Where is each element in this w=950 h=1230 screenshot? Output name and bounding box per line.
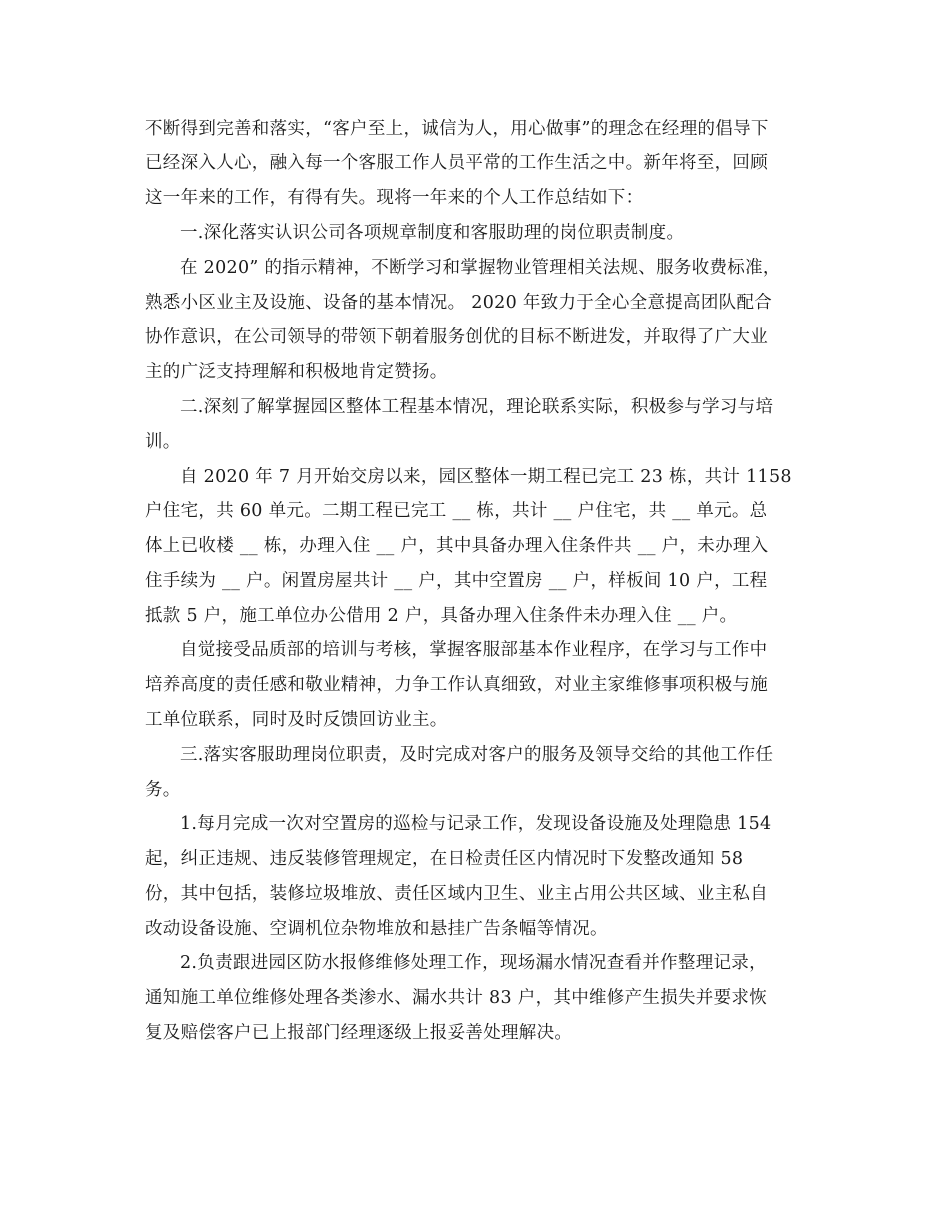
- paragraph-line: 这一年来的工作，有得有失。现将一年来的个人工作总结如下：: [145, 188, 644, 208]
- section-heading-continued: 训。: [145, 432, 181, 452]
- paragraph-line: 自 2020 年 7 月开始交房以来，园区整体一期工程已完工 23 栋，共计 1158: [180, 467, 792, 487]
- list-item-line: 份，其中包括，装修垃圾堆放、责任区域内卫生、业主占用公共区域、业主私自: [145, 884, 768, 904]
- section-heading: 二.深刻了解掌握园区整体工程基本情况，理论联系实际，积极参与学习与培: [180, 397, 774, 417]
- list-item-line: 通知施工单位维修处理各类渗水、漏水共计 83 户，其中维修产生损失并要求恢: [145, 988, 767, 1008]
- section-heading: 三.落实客服助理岗位职责，及时完成对客户的服务及领导交给的其他工作任: [180, 745, 774, 765]
- paragraph-line: 自觉接受品质部的培训与考核，掌握客服部基本作业程序，在学习与工作中: [180, 640, 768, 660]
- paragraph-line: 在 2020” 的指示精神，不断学习和掌握物业管理相关法规、服务收费标准，: [180, 258, 781, 278]
- list-item-line: 2.负责跟进园区防水报修维修处理工作，现场漏水情况查看并作整理记录，: [180, 953, 767, 973]
- paragraph-line: 户住宅，共 60 单元。二期工程已完工 __ 栋，共计 __ 户住宅，共 __ 单元。总: [145, 501, 768, 521]
- paragraph-line: 主的广泛支持理解和积极地肯定赞扬。: [145, 362, 448, 382]
- list-item-line: 起，纠正违规、违反装修管理规定，在日检责任区内情况时下发整改通知 58: [145, 849, 744, 869]
- section-heading-continued: 务。: [145, 780, 181, 800]
- paragraph-line: 不断得到完善和落实，“客户至上，诚信为人，用心做事”的理念在经理的倡导下: [145, 119, 769, 139]
- section-heading: 一.深化落实认识公司各项规章制度和客服助理的岗位职责制度。: [180, 223, 685, 243]
- paragraph-line: 抵款 5 户，施工单位办公借用 2 户，具备办理入住条件未办理入住 __ 户。: [145, 606, 738, 626]
- paragraph-line: 工单位联系，同时及时反馈回访业主。: [145, 710, 448, 730]
- paragraph-line: 协作意识，在公司领导的带领下朝着服务创优的目标不断进发，并取得了广大业: [145, 327, 768, 347]
- paragraph-line: 住手续为 __ 户。闲置房屋共计 __ 户，其中空置房 __ 户，样板间 10 户，工程: [145, 571, 768, 591]
- paragraph-line: 已经深入人心，融入每一个客服工作人员平常的工作生活之中。新年将至，回顾: [145, 153, 768, 173]
- list-item-line: 改动设备设施、空调机位杂物堆放和悬挂广告条幅等情况。: [145, 919, 608, 939]
- paragraph-line: 培养高度的责任感和敬业精神，力争工作认真细致，对业主家维修事项积极与施: [145, 675, 768, 695]
- paragraph-line: 熟悉小区业主及设施、设备的基本情况。 2020 年致力于全心全意提高团队配合: [145, 293, 773, 313]
- paragraph-line: 体上已收楼 __ 栋，办理入住 __ 户，其中具备办理入住条件共 __ 户，未办理入: [145, 536, 769, 556]
- list-item-line: 1.每月完成一次对空置房的巡检与记录工作，发现设备设施及处理隐患 154: [180, 814, 772, 834]
- list-item-line: 复及赔偿客户已上报部门经理逐级上报妥善处理解决。: [145, 1023, 573, 1043]
